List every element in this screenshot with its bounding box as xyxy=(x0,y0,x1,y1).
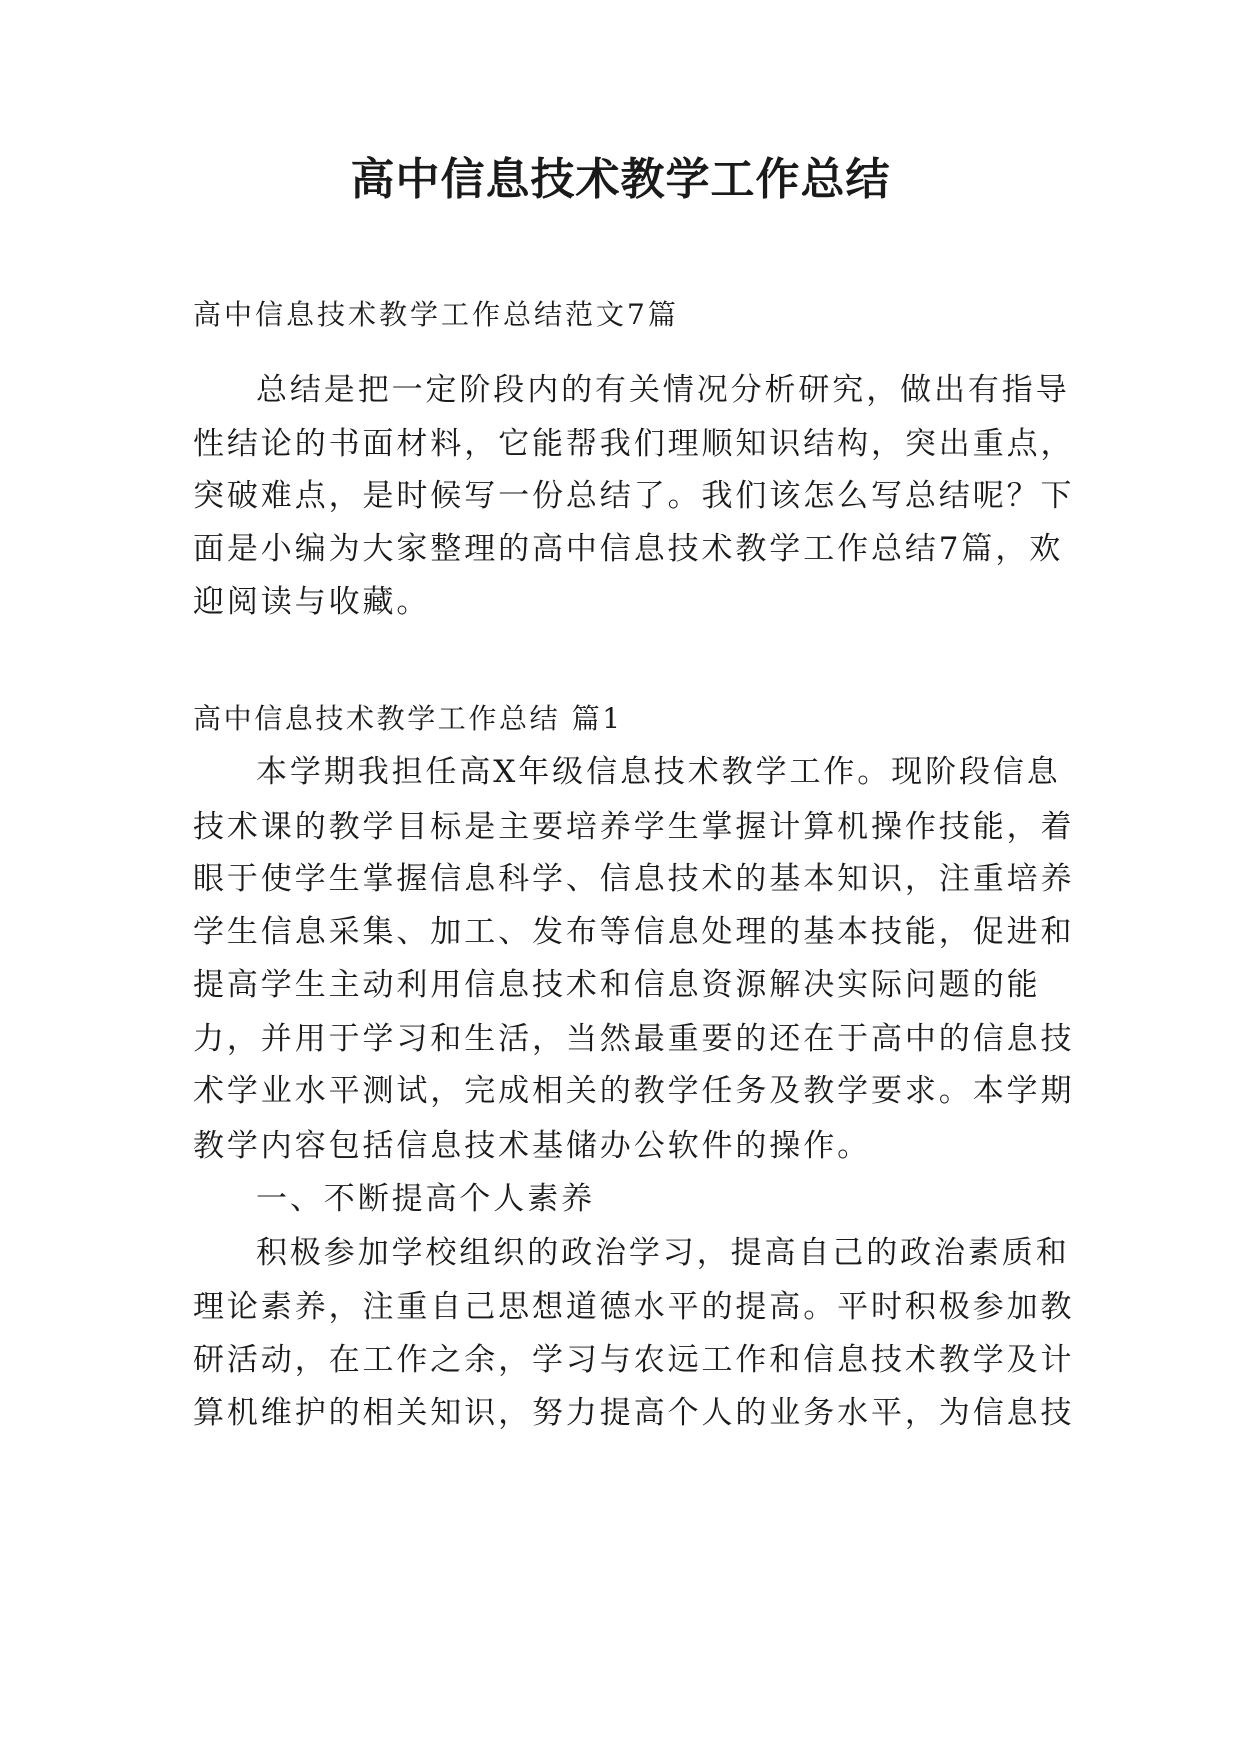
intro-line: 突破难点，是时候写一份总结了。我们该怎么写总结呢？下 xyxy=(193,478,1075,514)
subheading: 一、不断提高个人素养 xyxy=(256,1181,595,1217)
body-line: 学生信息采集、加工、发布等信息处理的基本技能，促进和 xyxy=(193,914,1075,950)
body-line: 技术课的教学目标是主要培养学生掌握计算机操作技能，着 xyxy=(193,809,1075,845)
document-title: 高中信息技术教学工作总结 xyxy=(350,154,891,205)
body-line: 理论素养，注重自己思想道德水平的提高。平时积极参加教 xyxy=(193,1289,1075,1325)
body-line: 积极参加学校组织的政治学习，提高自己的政治素质和 xyxy=(256,1235,1070,1271)
intro-line: 总结是把一定阶段内的有关情况分析研究，做出有指导 xyxy=(256,372,1070,408)
body-line: 眼于使学生掌握信息科学、信息技术的基本知识，注重培养 xyxy=(193,861,1075,897)
document-subtitle: 高中信息技术教学工作总结范文7篇 xyxy=(193,298,679,331)
body-line: 算机维护的相关知识，努力提高个人的业务水平，为信息技 xyxy=(193,1395,1075,1431)
section-heading: 高中信息技术教学工作总结 篇1 xyxy=(193,702,623,735)
body-line: 术学业水平测试，完成相关的教学任务及教学要求。本学期 xyxy=(193,1073,1075,1109)
body-line: 本学期我担任高X年级信息技术教学工作。现阶段信息 xyxy=(256,754,1061,790)
body-line: 教学内容包括信息技术基储办公软件的操作。 xyxy=(193,1128,871,1164)
body-line: 研活动，在工作之余，学习与农远工作和信息技术教学及计 xyxy=(193,1342,1075,1378)
intro-line: 性结论的书面材料，它能帮我们理顺知识结构，突出重点， xyxy=(193,426,1075,462)
intro-line: 迎阅读与收藏。 xyxy=(193,584,431,620)
intro-line: 面是小编为大家整理的高中信息技术教学工作总结7篇，欢 xyxy=(193,531,1064,567)
body-line: 力，并用于学习和生活，当然最重要的还在于高中的信息技 xyxy=(193,1021,1075,1057)
body-line: 提高学生主动利用信息技术和信息资源解决实际问题的能 xyxy=(193,967,1041,1003)
